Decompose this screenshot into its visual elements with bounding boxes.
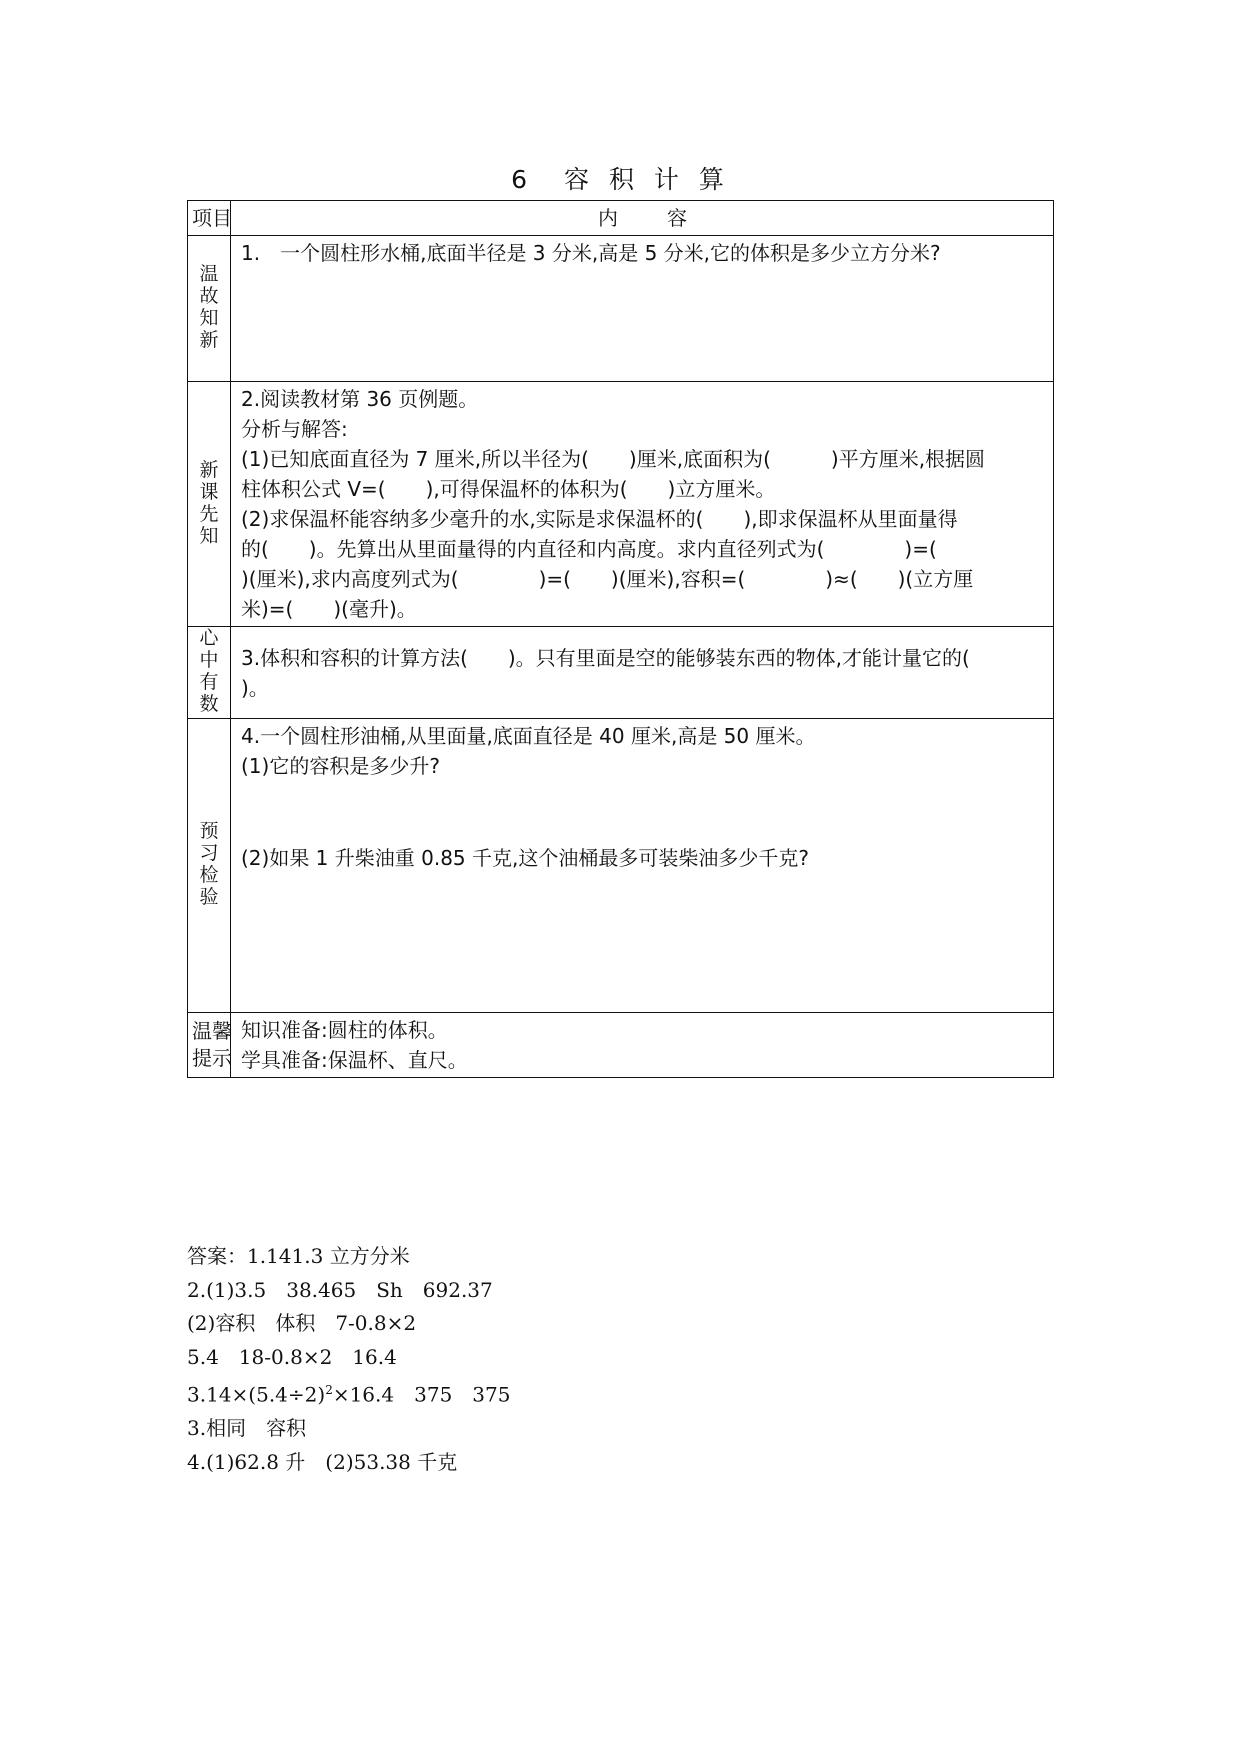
row-content-summary [231, 627, 1054, 719]
answer-line-2: 2.(1)3.5 38.465 Sh 692.37 [187, 1277, 493, 1302]
question-2-part2-a: (2)求保温杯能容纳多少毫升的水,实际是求保温杯的( ),即求保温杯从里面量得 [241, 507, 958, 531]
answer-line-3: (2)容积 体积 7-0.8×2 [187, 1311, 417, 1335]
table-row-check [188, 719, 1054, 1013]
answer-line-4: 5.4 18-0.8×2 16.4 [187, 1344, 397, 1369]
worksheet-table [187, 200, 1054, 1078]
row-label-summary: 心中有数 [188, 627, 231, 719]
answer-line-7: 4.(1)62.8 升 (2)53.38 千克 [187, 1449, 458, 1474]
tip-knowledge: 知识准备:圆柱的体积。 [241, 1018, 448, 1042]
row-label-check: 预习检验 [188, 719, 231, 1013]
row-label-review: 温故知新 [188, 236, 231, 382]
question-2-part2-d: 米)=( )(毫升)。 [241, 597, 417, 621]
table-header-row [188, 201, 1054, 236]
page-title: 6 容 积 计 算 [511, 165, 730, 194]
header-content: 内 容 [231, 201, 1054, 236]
answer-line-1: 答案：1.141.3 立方分米 [187, 1244, 410, 1268]
table-row-review [188, 236, 1054, 382]
table-row-summary [188, 627, 1054, 719]
question-2-part2-c: )(厘米),求内高度列式为( )=( )(厘米),容积=( )≈( )(立方厘 [241, 567, 974, 591]
answer-line-5: $3.14\times(5.4\div 2)^2\times 16.4$ 375 375 [187, 1382, 511, 1407]
row-content-tips [231, 1013, 1054, 1078]
answer-line-6: 3.相同 容积 [187, 1416, 307, 1441]
question-3-a: 3.体积和容积的计算方法( )。只有里面是空的能够装东西的物体,才能计量它的( [241, 645, 970, 670]
row-content-check [231, 719, 1054, 1013]
header-item: 项目 [188, 201, 231, 236]
question-2-analysis: 分析与解答: [241, 417, 348, 441]
answer-section [187, 1240, 510, 1479]
question-3-b: )。 [241, 675, 269, 700]
table-row-tips [188, 1013, 1054, 1078]
row-label-preview: 新课先知 [188, 382, 231, 627]
question-4-part2: (2)如果 1 升柴油重 0.85 千克,这个油桶最多可装柴油多少千克? [241, 846, 809, 870]
table-row-preview [188, 382, 1054, 627]
question-2-intro: 2.阅读教材第 36 页例题。 [241, 387, 479, 411]
question-4-part1: (1)它的容积是多少升? [241, 754, 440, 778]
row-content-preview [231, 382, 1054, 627]
tip-tools: 学具准备:保温杯、直尺。 [241, 1048, 468, 1072]
row-label-tips: 温馨提示 [188, 1013, 231, 1078]
question-4: 4.一个圆柱形油桶,从里面量,底面直径是 40 厘米,高是 50 厘米。 [241, 724, 816, 748]
question-2-part2-b: 的( )。先算出从里面量得的内直径和内高度。求内直径列式为( )=( [241, 537, 937, 561]
question-2-part1-a: (1)已知底面直径为 7 厘米,所以半径为( )厘米,底面积为( )平方厘米,根据圆 [241, 447, 986, 471]
question-2-part1-b: 柱体积公式 V=( ),可得保温杯的体积为( )立方厘米。 [241, 477, 776, 501]
question-1: 1. 一个圆柱形水桶,底面半径是 3 分米,高是 5 分米,它的体积是多少立方分米? [241, 241, 941, 265]
row-content-review [231, 236, 1054, 382]
